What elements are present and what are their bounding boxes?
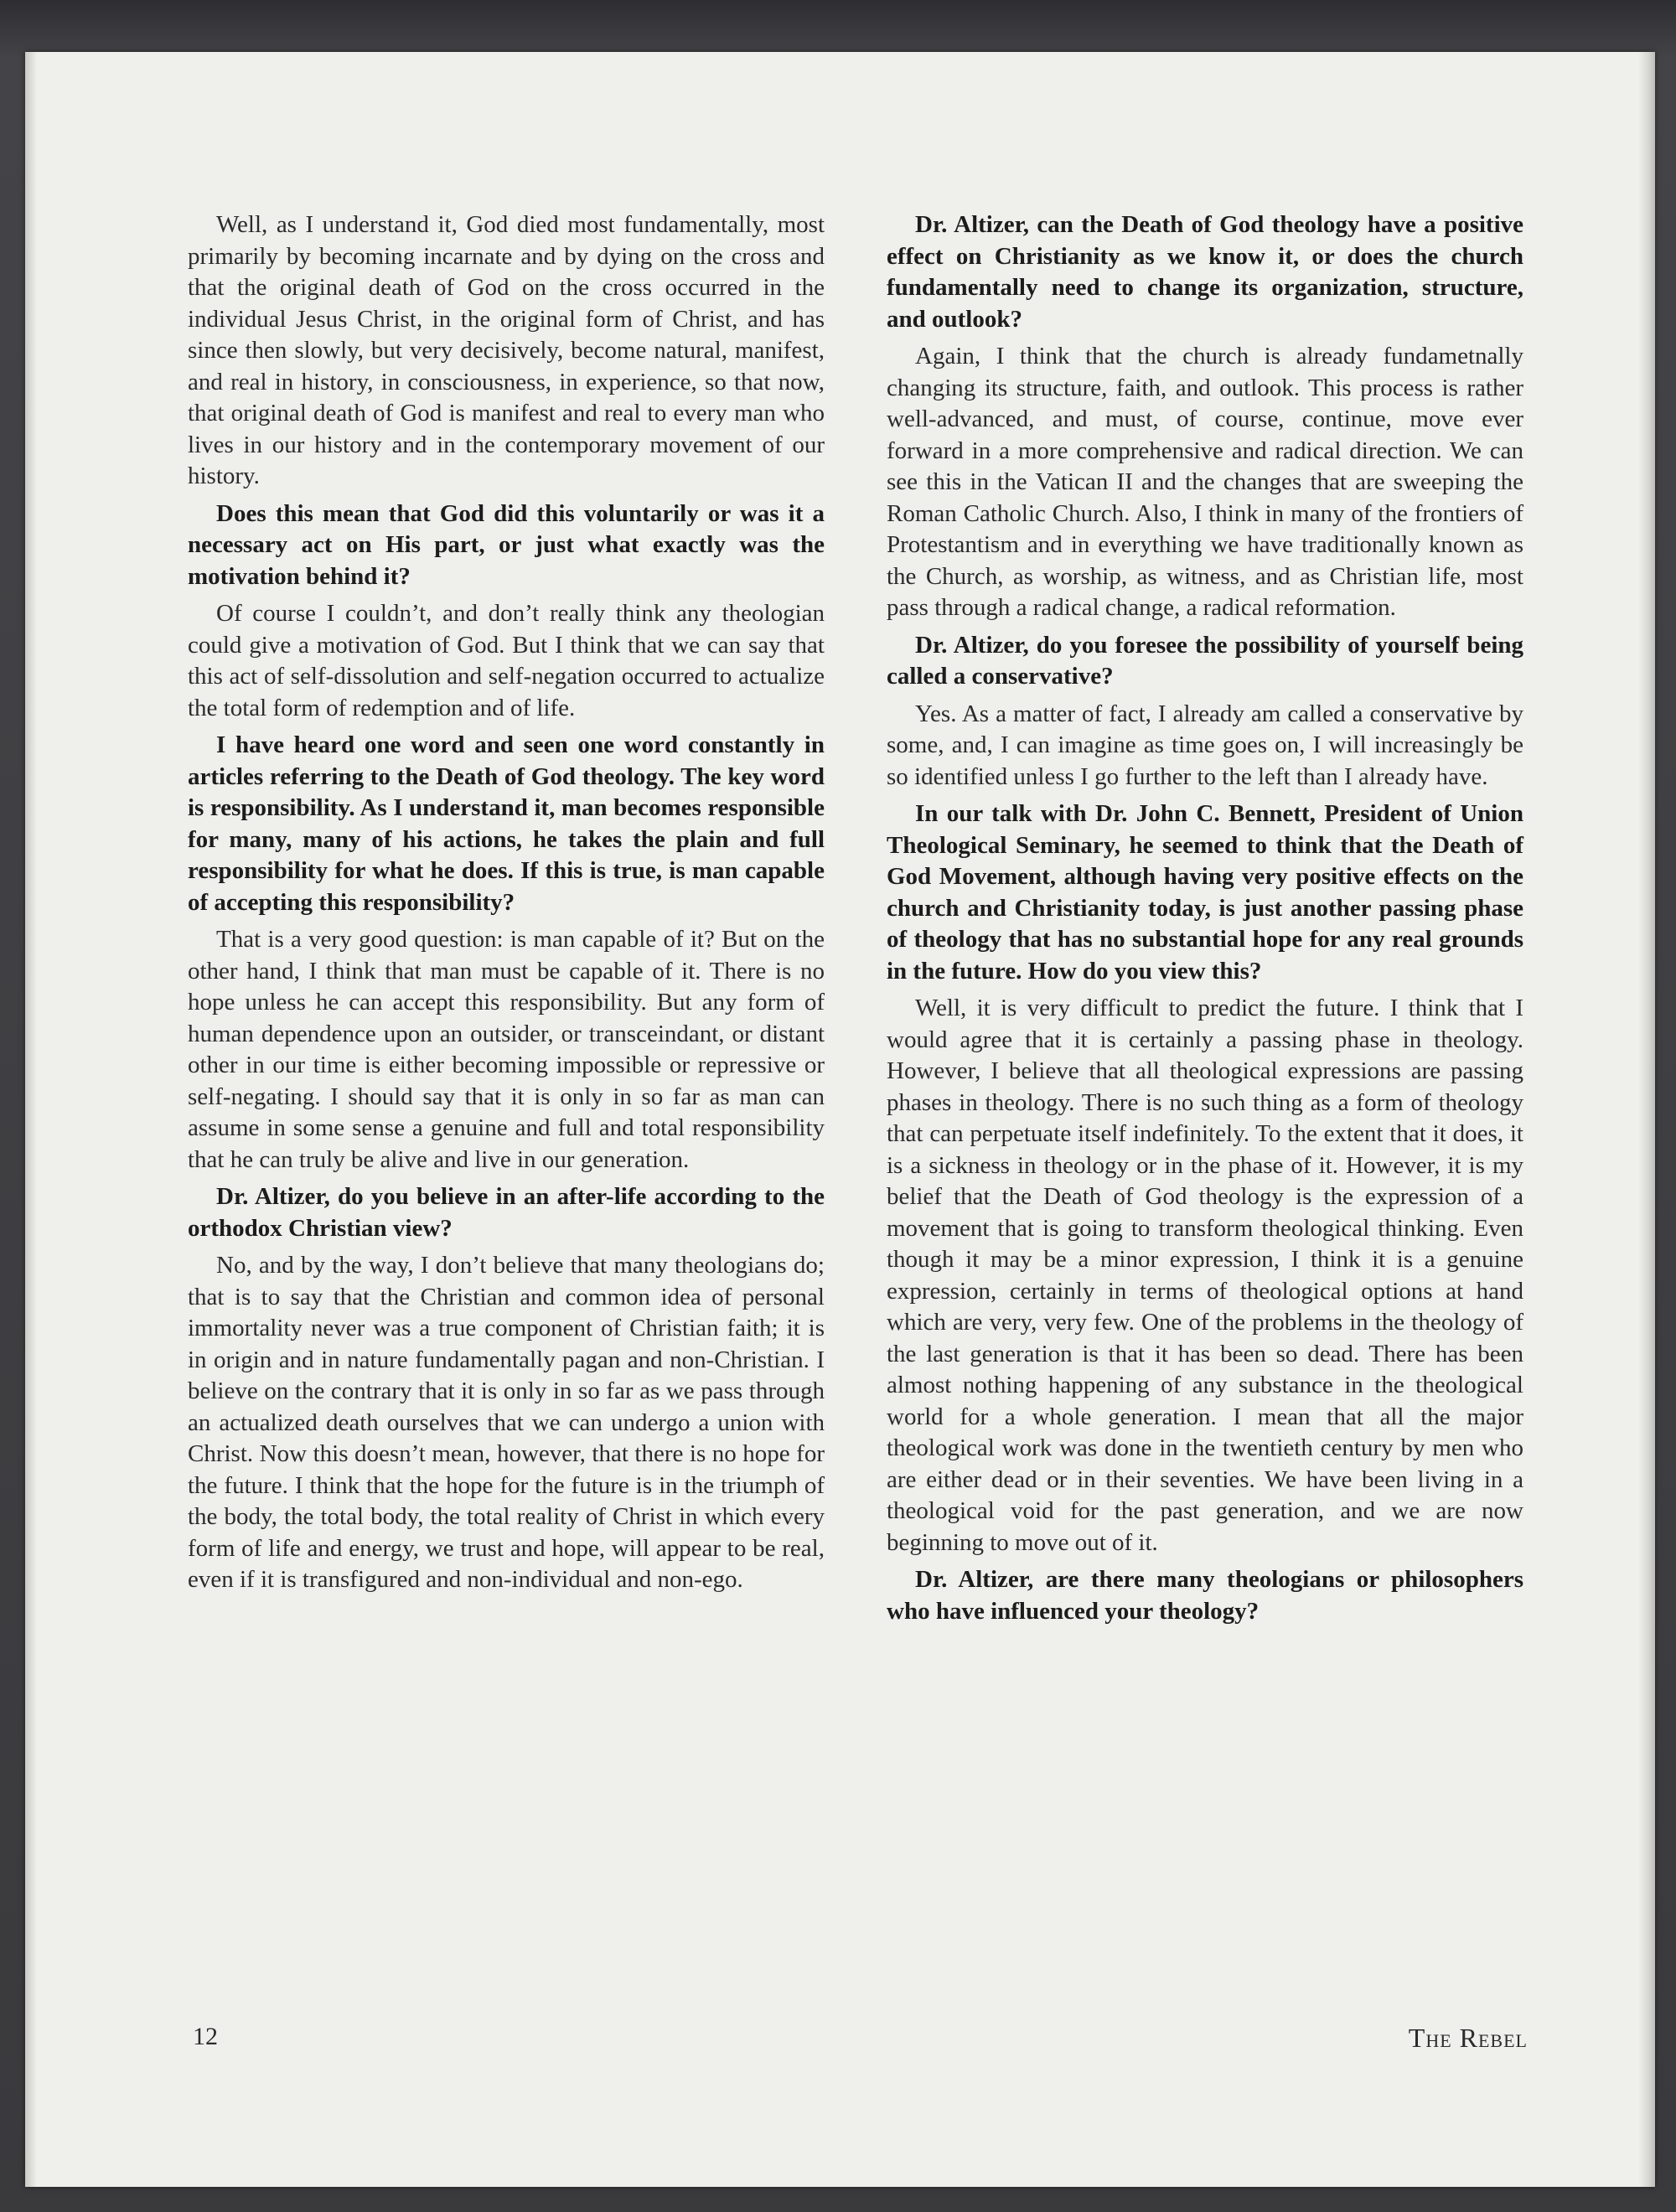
question-paragraph: Dr. Altizer, do you foresee the possibility of yourself being called a conservative?	[887, 631, 1523, 690]
question-paragraph: I have heard one word and seen one word constantly in articles referring to the Death of God theology. The key word is responsibility. As I understand it, man becomes responsible for many, many of his actions, he takes the plain and full responsibility for what he does. If this is true, is man capable of accepting this responsibility?	[188, 731, 825, 916]
question-paragraph: Dr. Altizer, do you believe in an after-life according to the orthodox Christian view?	[188, 1183, 825, 1242]
magazine-page	[25, 52, 1655, 2187]
question-paragraph: Dr. Altizer, can the Death of God theology have a positive effect on Christianity as we know it, or does the church fundamentally need to change its organization, structure, and outlook?	[887, 211, 1523, 333]
page-edge-left	[25, 52, 37, 2187]
page-number: 12	[193, 2023, 218, 2050]
question-paragraph: In our talk with Dr. John C. Bennett, President of Union Theological Seminary, he seemed to think that the Death of God Movement, although having very positive effects on the church and Christianity today, is just another passing phase of theology that has no substantial hope for any real grounds in the future. How do you view this?	[887, 800, 1523, 985]
answer-paragraph: No, and by the way, I don’t believe that many theologians do; that is to say that the Christian and common idea of personal immortality never was a true component of Christian faith; it is in origin and in nature fundamentally pagan and non-Christian. I believe on the contrary that it is only in so far as we pass through an actualized death ourselves that we can undergo a union with Christ. Now this doesn’t mean, however, that there is no hope for the future. I think that the hope for the future is in the triumph of the body, the total body, the total reality of Christ in which every form of life and energy, we trust and hope, will appear to be real, even if it is transfigured and non-individual and non-ego.	[188, 1252, 825, 1593]
left-column	[188, 209, 825, 1602]
answer-paragraph: Yes. As a matter of fact, I already am called a conservative by some, and, I can imagine as time goes on, I will increasingly be so identified unless I go further to the left than I already have.	[887, 700, 1523, 790]
answer-paragraph: That is a very good question: is man capable of it? But on the other hand, I think that man must be capable of it. There is no hope unless he can accept this responsibility. But any form of human dependence upon an outsider, or transceindant, or distant other in our time is either becoming impossible or repressive or self-negating. I should say that it is only in so far as man can assume in some sense a genuine and full and total responsibility that he can truly be alive and live in our generation.	[188, 926, 825, 1173]
answer-paragraph: Well, as I understand it, God died most fundamentally, most primarily by becoming incarnate and by dying on the cross and that the original death of God on the cross occurred in the individual Jesus Christ, in the original form of Christ, and has since then slowly, but very decisively, become natural, manifest, and real in history, in consciousness, in experience, so that now, that original death of God is manifest and real to every man who lives in our history and in the contemporary movement of our history.	[188, 211, 825, 489]
answer-paragraph: Well, it is very difficult to predict the future. I think that I would agree that it is certainly a passing phase in theology. However, I believe that all theological expressions are passing phases in theology. There is no such thing as a form of theology that can perpetuate itself indefinitely. To the extent that it does, it is a sickness in theology or in the phase of it. However, it is my belief that the Death of God theology is the expression of a movement that is going to transform theological thinking. Even though it may be a minor expression, I think it is a genuine expression, certainly in terms of theological options at hand which are very, very few. One of the problems in the theology of the last generation is that it has been so dead. There has been almost nothing happening of any substance in the theological world for a whole generation. I mean that all the major theological work was done in the twentieth century by men who are either dead or in their seventies. We have been living in a theological void for the past generation, and we are now beginning to move out of it.	[887, 995, 1523, 1556]
page-edge-right	[1638, 52, 1655, 2187]
right-column	[887, 209, 1523, 1633]
question-paragraph: Does this mean that God did this voluntarily or was it a necessary act on His part, or just what exactly was the motivation behind it?	[188, 499, 825, 590]
question-paragraph: Dr. Altizer, are there many theologians or philosophers who have influenced your theology?	[887, 1566, 1523, 1625]
publication-title: The Rebel	[1408, 2023, 1528, 2053]
answer-paragraph: Of course I couldn’t, and don’t really think any theologian could give a motivation of God. But I think that we can say that this act of self-dissolution and self-negation occurred to actualize the total form of redemption and of life.	[188, 600, 825, 721]
answer-paragraph: Again, I think that the church is already fundametnally changing its structure, faith, and outlook. This process is rather well-advanced, and must, of course, continue, move ever forward in a more comprehensive and radical direction. We can see this in the Vatican II and the changes that are sweeping the Roman Catholic Church. Also, I think in many of the frontiers of Protestantism and in everything we have traditionally known as the Church, as worship, as witness, and as Christian life, most pass through a radical change, a radical reformation.	[887, 343, 1523, 621]
